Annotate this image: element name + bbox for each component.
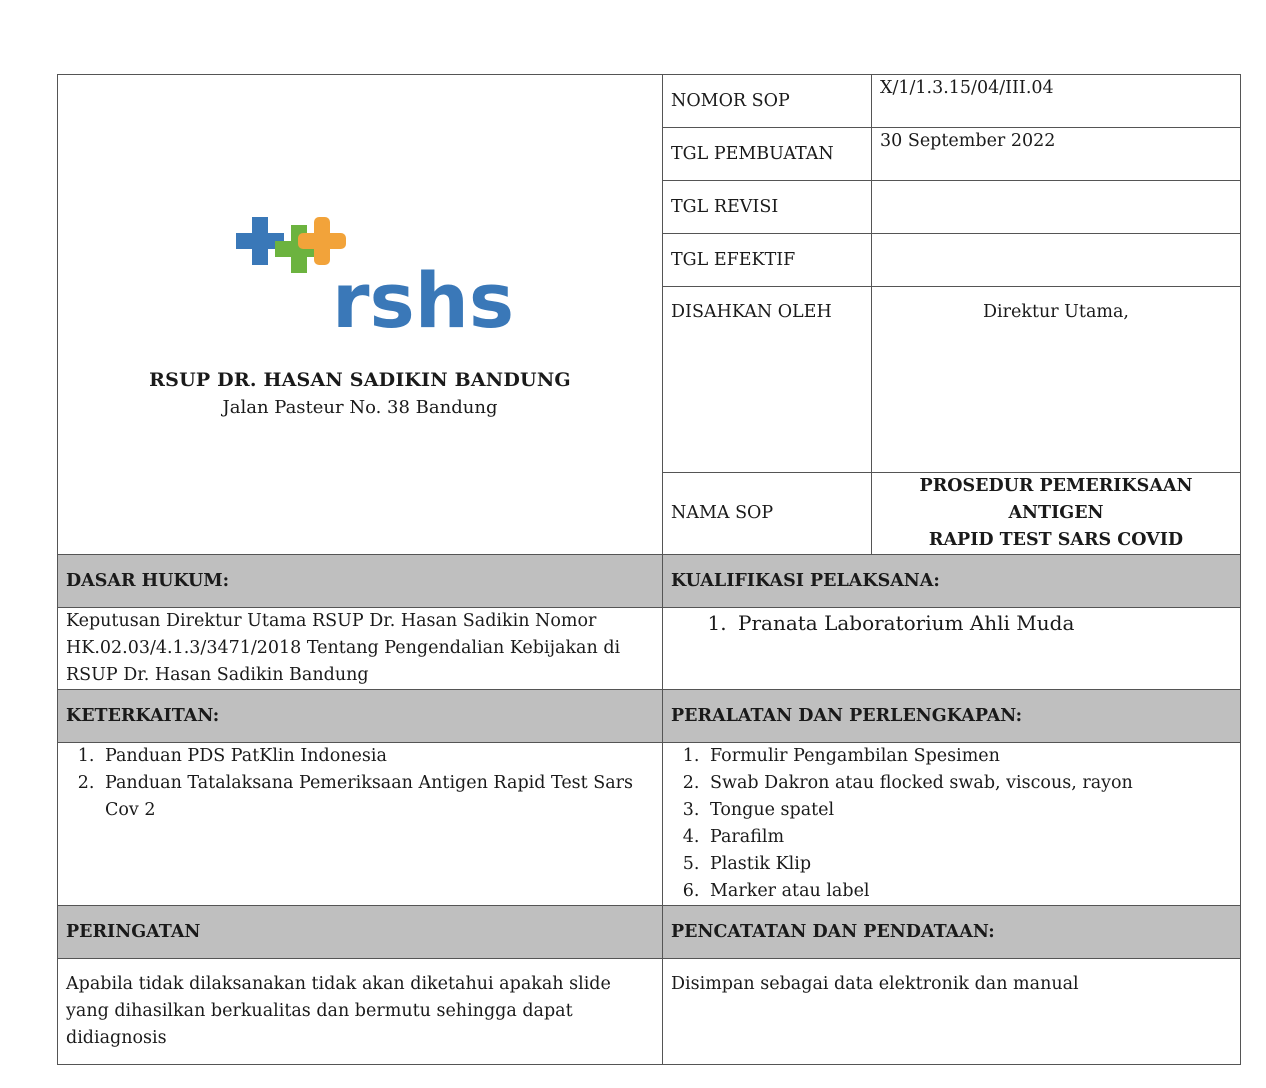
list-item: 1. Panduan PDS PatKlin Indonesia — [100, 743, 654, 770]
peringatan-text: Apabila tidak dilaksanakan tidak akan diketahui apakah slide yang dihasilkan berkualitas dan bermutu sehingga dapat didiagnosis — [58, 959, 663, 1065]
nomor-sop-label: NOMOR SOP — [663, 75, 872, 128]
peralatan-content — [663, 743, 1241, 906]
hospital-identity-cell — [58, 75, 663, 555]
list-item: 4. Parafilm — [705, 824, 1232, 851]
tgl-efektif-value — [872, 234, 1241, 287]
hospital-name: RSUP DR. HASAN SADIKIN BANDUNG — [149, 369, 571, 391]
dasar-hukum-text: Keputusan Direktur Utama RSUP Dr. Hasan Sadikin Nomor HK.02.03/4.1.3/3471/2018 Tentang Pengendalian Kebijakan di RSUP Dr. Hasan Sadikin Bandung — [58, 608, 663, 690]
tgl-efektif-label: TGL EFEKTIF — [663, 234, 872, 287]
list-item: 6. Marker atau label — [705, 878, 1232, 905]
tgl-revisi-value — [872, 181, 1241, 234]
keterkaitan-header: KETERKAITAN: — [58, 690, 663, 743]
tgl-pembuatan-label: TGL PEMBUATAN — [663, 128, 872, 181]
nama-sop-line-1: PROSEDUR PEMERIKSAAN ANTIGEN — [919, 476, 1193, 523]
rshs-logo — [234, 217, 515, 345]
kualifikasi-header: KUALIFIKASI PELAKSANA: — [663, 555, 1241, 608]
peralatan-list — [671, 743, 1232, 905]
list-item: 2. Panduan Tatalaksana Pemeriksaan Antigen Rapid Test Sars Cov 2 — [100, 770, 654, 824]
logo-wordmark: rshs — [332, 256, 515, 345]
pencatatan-header: PENCATATAN DAN PENDATAAN: — [663, 906, 1241, 959]
disahkan-oleh-label: DISAHKAN OLEH — [663, 287, 872, 473]
list-item: 5. Plastik Klip — [705, 851, 1232, 878]
pencatatan-text: Disimpan sebagai data elektronik dan manual — [663, 959, 1241, 1065]
nama-sop-label: NAMA SOP — [663, 473, 872, 555]
sop-table — [57, 74, 1241, 1065]
sop-document — [57, 74, 1240, 1065]
tgl-revisi-label: TGL REVISI — [663, 181, 872, 234]
nomor-sop-value: X/1/1.3.15/04/III.04 — [872, 75, 1241, 128]
disahkan-oleh-value: Direktur Utama, — [872, 287, 1241, 473]
keterkaitan-list — [66, 743, 654, 824]
nama-sop-value — [872, 473, 1241, 555]
rshs-logo-graphic — [234, 217, 515, 345]
keterkaitan-content — [58, 743, 663, 906]
list-item: 1. Formulir Pengambilan Spesimen — [705, 743, 1232, 770]
hospital-address: Jalan Pasteur No. 38 Bandung — [222, 397, 498, 418]
peralatan-header: PERALATAN DAN PERLENGKAPAN: — [663, 690, 1241, 743]
list-item: 2. Swab Dakron atau flocked swab, viscous, rayon — [705, 770, 1232, 797]
nama-sop-line-2: RAPID TEST SARS COVID — [928, 530, 1184, 550]
list-item: 3. Tongue spatel — [705, 797, 1232, 824]
dasar-hukum-header: DASAR HUKUM: — [58, 555, 663, 608]
tgl-pembuatan-value: 30 September 2022 — [872, 128, 1241, 181]
list-item: 1. Pranata Laboratorium Ahli Muda — [733, 608, 1232, 638]
kualifikasi-content — [663, 608, 1241, 690]
peringatan-header: PERINGATAN — [58, 906, 663, 959]
kualifikasi-list — [671, 608, 1232, 638]
